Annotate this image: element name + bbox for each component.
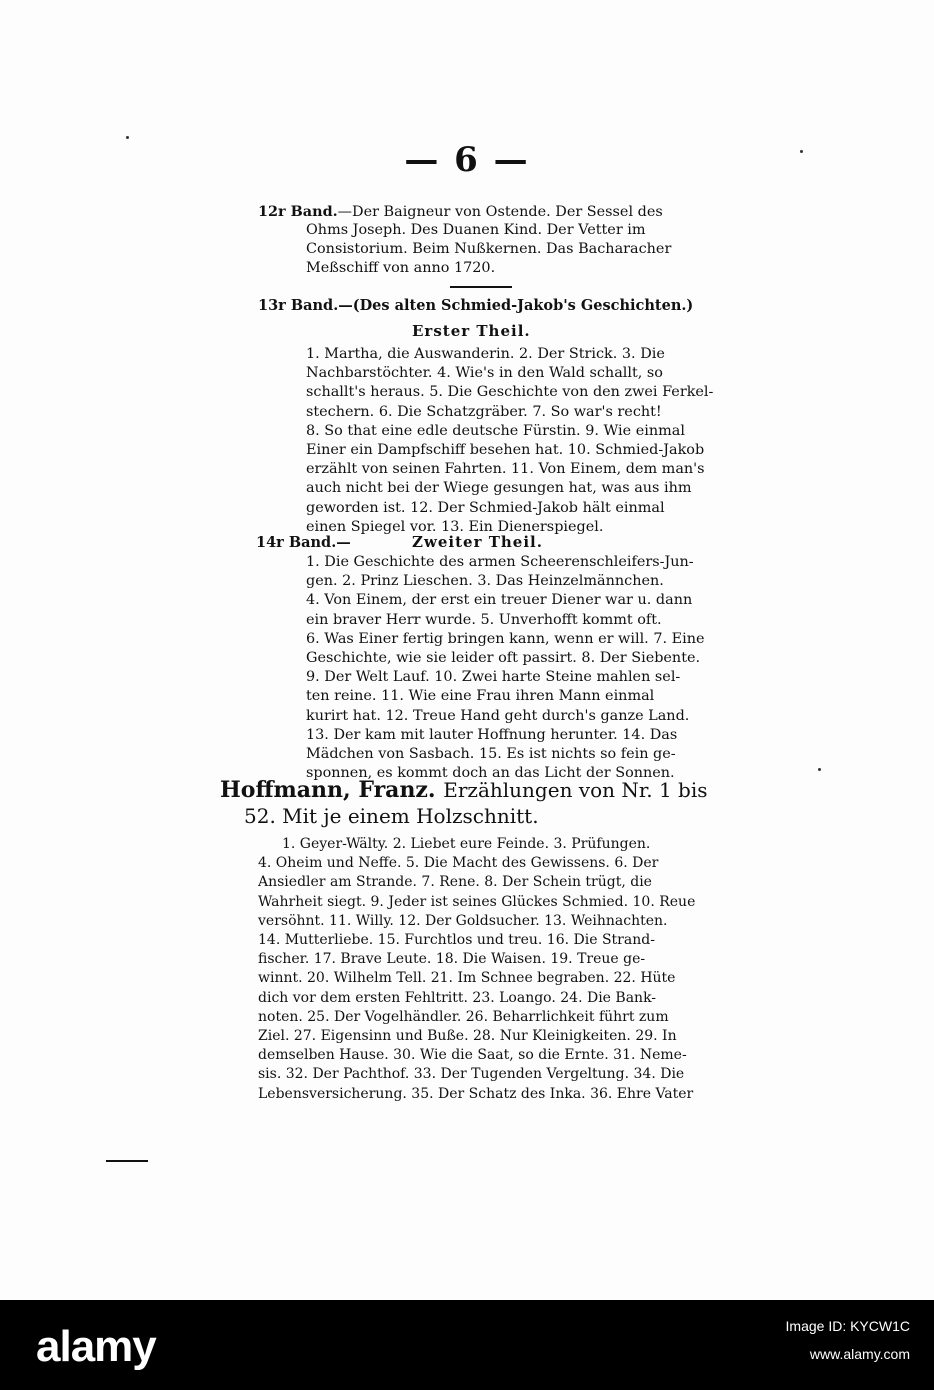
band-14-line: 1. Die Geschichte des armen Scheerenschleifers-Jun-: [306, 554, 694, 570]
band-12-line: Ohms Joseph. Des Duanen Kind. Der Vetter im: [306, 222, 646, 238]
hoffmann-line: fischer. 17. Brave Leute. 18. Die Waisen. 19. Treue ge-: [258, 951, 646, 968]
band-13-line: 8. So that eine edle deutsche Fürstin. 9. Wie einmal: [306, 422, 685, 439]
work-title: Erzählungen von Nr. 1 bis: [443, 778, 708, 802]
hoffmann-line: 1. Geyer-Wälty. 2. Liebet eure Feinde. 3. Prüfungen.: [282, 836, 651, 852]
band-14-line: 6. Was Einer fertig bringen kann, wenn er will. 7. Eine: [306, 630, 705, 647]
author-name: Hoffmann, Franz.: [220, 777, 436, 803]
band-13-line: einen Spiegel vor. 13. Ein Dienerspiegel.: [306, 518, 604, 535]
hoffmann-line: dich vor dem ersten Fehltritt. 23. Loango. 24. Die Bank-: [258, 989, 657, 1006]
band-12-line: Consistorium. Beim Nußkernen. Das Bacharacher: [306, 241, 672, 258]
band-13-title: —(Des alten Schmied-Jakob's Geschichten.): [338, 297, 694, 314]
band-12-continuation: [306, 221, 740, 279]
band-13-line: schallt's heraus. 5. Die Geschichte von den zwei Ferkel-: [306, 384, 714, 401]
band-14-line: ein braver Herr wurde. 5. Unverhofft kommt oft.: [306, 611, 662, 628]
band-13-line: stechern. 6. Die Schatzgräber. 7. So war's recht!: [306, 403, 662, 420]
band-13-line: Nachbarstöchter. 4. Wie's in den Wald schallt, so: [306, 365, 663, 382]
speck: [126, 136, 129, 139]
band-14-line: Mädchen von Sasbach. 15. Es ist nichts so fein ge-: [306, 746, 676, 763]
speck: [818, 768, 821, 771]
hoffmann-contents: [258, 835, 740, 1104]
band-13-heading: [258, 296, 693, 315]
band-12-label: 12r Band.: [258, 203, 338, 220]
hoffmann-line: versöhnt. 11. Willy. 12. Der Goldsucher. 13. Weihnachten.: [258, 912, 668, 929]
band-14-line: sponnen, es kommt doch an das Licht der Sonnen.: [306, 765, 675, 782]
hoffmann-line: Ziel. 27. Eigensinn und Buße. 28. Nur Kleinigkeiten. 29. In: [258, 1028, 677, 1045]
site-url: www.alamy.com: [809, 1346, 910, 1362]
section-divider: [450, 286, 512, 288]
hoffmann-line: noten. 25. Der Vogelhändler. 26. Beharrlichkeit führt zum: [258, 1008, 669, 1025]
band-13-line: 1. Martha, die Auswanderin. 2. Der Strick. 3. Die: [306, 346, 665, 362]
band-13-contents: [306, 345, 740, 537]
band-12-line: Meßschiff von anno 1720.: [306, 260, 496, 277]
hoffmann-line: 4. Oheim und Neffe. 5. Die Macht des Gewissens. 6. Der: [258, 855, 659, 872]
band-14-line: 4. Von Einem, der erst ein treuer Diener war u. dann: [306, 592, 693, 609]
band-13-label: 13r Band.: [258, 297, 339, 314]
band-12-line: —Der Baigneur von Ostende. Der Sessel des: [337, 204, 663, 220]
hoffmann-line: 14. Mutterliebe. 15. Furchtlos und treu. 16. Die Strand-: [258, 932, 655, 949]
page-number: — 6 —: [404, 140, 530, 180]
image-id: Image ID: KYCW1C: [785, 1318, 910, 1334]
band-13-line: Einer ein Dampfschiff besehen hat. 10. Schmied-Jakob: [306, 442, 705, 459]
alamy-logo: alamy: [36, 1322, 156, 1371]
band-14-line: ten reine. 11. Wie eine Frau ihren Mann einmal: [306, 688, 655, 705]
band-14-line: kurirt hat. 12. Treue Hand geht durch's ganze Land.: [306, 707, 690, 724]
band-14-line: 9. Der Welt Lauf. 10. Zwei harte Steine mahlen sel-: [306, 669, 681, 686]
hoffmann-line: Wahrheit siegt. 9. Jeder ist seines Glückes Schmied. 10. Reue: [258, 893, 696, 910]
band-14-line: Geschichte, wie sie leider oft passirt. 8. Der Siebente.: [306, 650, 701, 667]
band-14-label: 14r Band.—: [256, 534, 351, 551]
band-14-line: gen. 2. Prinz Lieschen. 3. Das Heinzelmännchen.: [306, 573, 664, 590]
band-14-subtitle: Zweiter Theil.: [412, 533, 543, 551]
hoffmann-line: Ansiedler am Strande. 7. Rene. 8. Der Schein trügt, die: [258, 874, 652, 891]
band-12-entry: [258, 202, 740, 222]
page-mark: [106, 1160, 148, 1162]
hoffmann-line: winnt. 20. Wilhelm Tell. 21. Im Schnee begraben. 22. Hüte: [258, 970, 676, 987]
band-14-contents: [306, 553, 740, 783]
band-14-line: 13. Der kam mit lauter Hoffnung herunter. 14. Das: [306, 726, 678, 743]
hoffmann-line: sis. 32. Der Pachthof. 33. Der Tugenden Vergeltung. 34. Die: [258, 1066, 685, 1083]
band-13-line: erzählt von seinen Fahrten. 11. Von Einem, dem man's: [306, 461, 705, 478]
band-13-line: auch nicht bei der Wiege gesungen hat, was aus ihm: [306, 480, 692, 497]
band-13-subtitle: Erster Theil.: [412, 322, 531, 340]
stock-footer: [0, 1300, 934, 1390]
hoffmann-line: Lebensversicherung. 35. Der Schatz des Inka. 36. Ehre Vater: [258, 1085, 694, 1102]
band-13-line: geworden ist. 12. Der Schmied-Jakob hält einmal: [306, 499, 665, 516]
author-heading: [220, 777, 708, 803]
work-title-continuation: 52. Mit je einem Holzschnitt.: [244, 804, 539, 828]
hoffmann-line: demselben Hause. 30. Wie die Saat, so die Ernte. 31. Neme-: [258, 1047, 687, 1064]
